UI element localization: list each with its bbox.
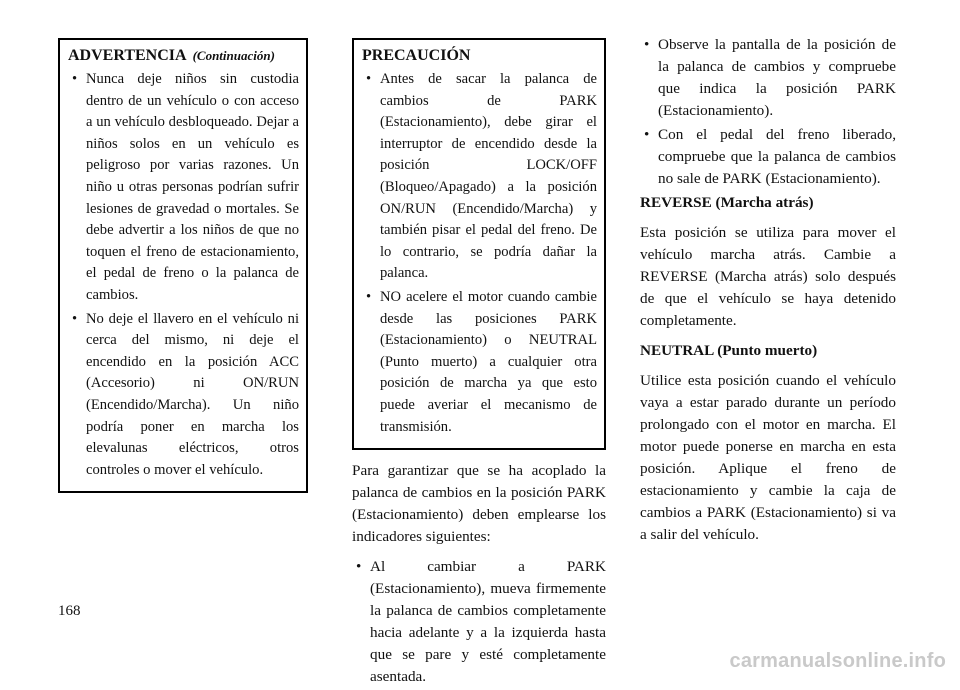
park-intro-text: Para garantizar que se ha acoplado la palanca de cambios en la posición PARK (Estacionamiento) deben emplearse los indicadores siguientes: [352,462,606,546]
caution-item: • Antes de sacar la palanca de cambios de PARK (Estacionamiento), debe girar el interruptor de encendido desde la posición LOCK/OFF (Bloqueo/Apagado) a la posición ON/RUN (Encendido/Marcha) y también pisar el pedal del freno. De lo contrario, se podría dañar la palanca. [362,69,597,285]
warning-item: • Nunca deje niños sin custodia dentro de un vehículo o con acceso a un vehículo desbloqueado. Dejar a niños solos en un vehículo es peligroso por varias razones. Un niño u otras personas podrían sufrir lesiones de gravedad o mortales. Se debe advertir a los niños de que no toquen el freno de estacionamiento, el pedal de freno o la palanca de cambios. [68,69,299,307]
right-column [640,34,896,554]
park-indicator-list-continued [640,34,896,190]
warning-title-text: ADVERTENCIA [68,47,187,64]
caution-box [352,38,606,450]
warning-column [58,38,308,493]
warning-title [68,45,299,67]
reverse-text: Esta posición se utiliza para mover el vehículo marcha atrás. Cambie a REVERSE (Marcha atrás) solo después de que el vehículo se haya detenido completamente. [640,224,896,329]
caution-item: • NO acelere el motor cuando cambie desde las posiciones PARK (Estacionamiento) o NEUTRAL (Punto muerto) a cualquier otra posición de marcha ya que esto puede averiar el mecanismo de transmisión. [362,287,597,438]
neutral-text: Utilice esta posición cuando el vehículo vaya a estar parado durante un período prolongado con el motor en marcha. El motor puede ponerse en marcha en esta posición. Aplique el freno de estacionamiento y cambie la caja de cambios a PARK (Estacionamiento) si va a salir del vehículo. [640,372,896,543]
park-indicator-item: • Al cambiar a PARK (Estacionamiento), mueva firmemente la palanca de cambios completamente hacia adelante y a la izquierda hasta que se pare y esté completamente asentada. [352,556,606,688]
warning-item: • No deje el llavero en el vehículo ni cerca del mismo, ni deje el encendido en la posición ACC (Accesorio) ni ON/RUN (Encendido/Marcha). Un niño podría poner en marcha los elevalunas eléctricos, otros controles o mover el vehículo. [68,309,299,482]
middle-column [352,38,606,690]
caution-title: PRECAUCIÓN [362,47,471,64]
reverse-heading: REVERSE (Marcha atrás) [640,194,814,211]
warning-box [58,38,308,493]
watermark: carmanualsonline.info [729,650,946,672]
warning-list [68,69,299,481]
park-indicator-list [352,556,606,688]
neutral-heading: NEUTRAL (Punto muerto) [640,342,818,359]
park-indicator-item: • Observe la pantalla de la posición de la palanca de cambios y compruebe que indica la posición PARK (Estacionamiento). [640,34,896,122]
warning-continuation: (Continuación) [192,48,275,63]
park-indicator-item: • Con el pedal del freno liberado, compruebe que la palanca de cambios no sale de PARK (Estacionamiento). [640,124,896,190]
caution-list [362,69,597,438]
page-number: 168 [58,603,81,619]
